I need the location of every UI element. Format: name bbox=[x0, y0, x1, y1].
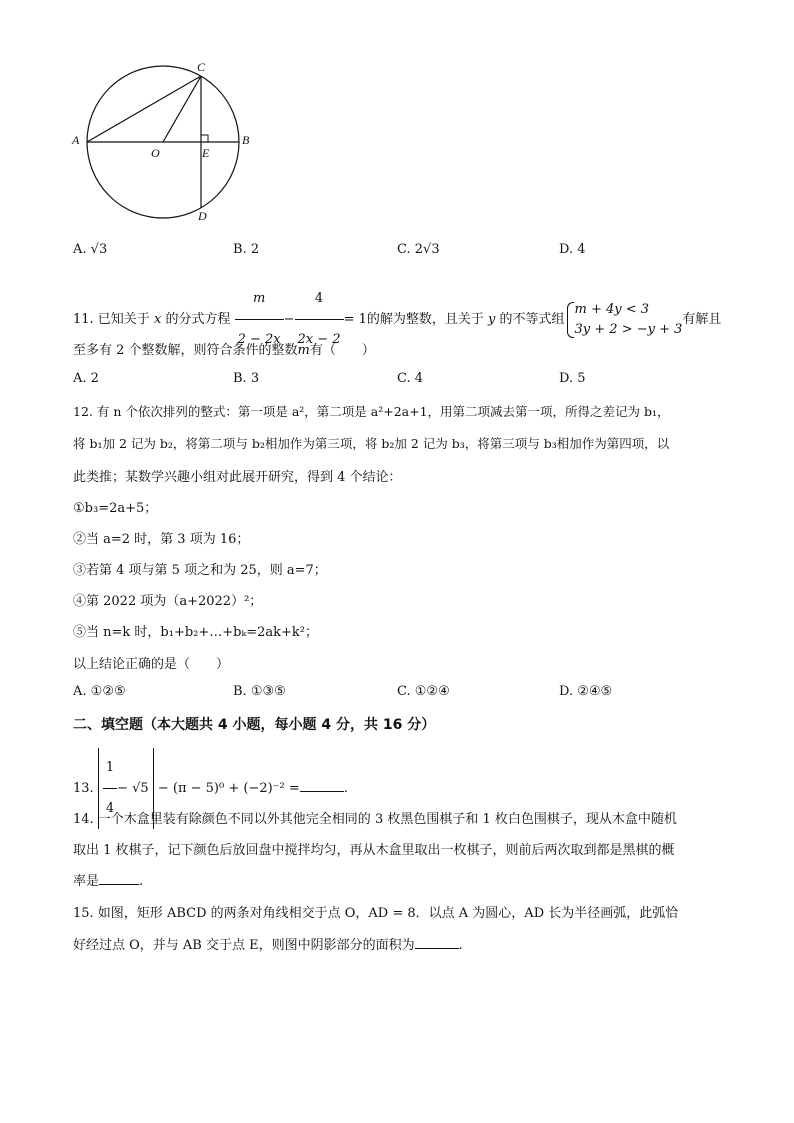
q11-text: 的不等式组 bbox=[499, 312, 565, 327]
minus-sign: − bbox=[283, 312, 295, 327]
option-letter: B. bbox=[233, 684, 247, 699]
section-heading: 二、填空题（本大题共 4 小题，每小题 4 分，共 16 分） bbox=[73, 717, 436, 733]
option-value: ①③⑤ bbox=[250, 684, 286, 699]
q13-number: 13. bbox=[73, 781, 94, 796]
label-o: O bbox=[151, 146, 160, 160]
option-value: 2 bbox=[250, 242, 260, 257]
answer-blank[interactable] bbox=[300, 791, 344, 792]
label-d: D bbox=[198, 209, 207, 223]
label-a: A bbox=[72, 133, 80, 147]
period: . bbox=[343, 781, 348, 796]
frac-num: m bbox=[235, 279, 284, 320]
frac-num: 4 bbox=[295, 279, 344, 320]
frac-den: 4 bbox=[105, 801, 115, 816]
q12-conclusion-3: ③若第 4 项与第 5 项之和为 25，则 a=7； bbox=[73, 563, 327, 578]
q12-conclusion-5: ⑤当 n=k 时，b₁+b₂+…+bₖ=2ak+k²； bbox=[73, 625, 318, 640]
option-value: 2√3 bbox=[414, 242, 440, 257]
option-value: ①②④ bbox=[414, 684, 450, 699]
q10-option-a[interactable] bbox=[73, 242, 107, 257]
answer-blank[interactable] bbox=[415, 948, 459, 949]
option-letter: A. bbox=[73, 371, 87, 386]
q12-line3: 此类推；某数学兴趣小组对此展开研究，得到 4 个结论： bbox=[73, 470, 402, 485]
segment-ac bbox=[87, 76, 201, 142]
option-value: 5 bbox=[577, 371, 586, 386]
q11-option-b[interactable] bbox=[233, 371, 259, 386]
option-value: 4 bbox=[414, 371, 424, 386]
option-letter: C. bbox=[397, 371, 411, 386]
q10-option-b[interactable] bbox=[233, 242, 259, 257]
q12-conclusion-2: ②当 a=2 时，第 3 项为 16； bbox=[73, 532, 250, 547]
q15-text: 好经过点 O，并与 AB 交于点 E，则图中阴影部分的面积为 bbox=[73, 938, 415, 953]
q14-line3 bbox=[73, 870, 143, 889]
q12-option-d[interactable] bbox=[559, 684, 612, 699]
inequality-2: 3y + 2 > −y + 3 bbox=[574, 321, 683, 337]
inequality-system bbox=[565, 300, 683, 340]
option-letter: D. bbox=[559, 371, 574, 386]
option-letter: A. bbox=[73, 242, 87, 257]
label-b: B bbox=[242, 133, 250, 147]
right-angle-mark bbox=[201, 135, 208, 142]
period: . bbox=[139, 874, 144, 889]
option-value: 3 bbox=[250, 371, 260, 386]
q12-option-b[interactable] bbox=[233, 684, 286, 699]
option-letter: D. bbox=[559, 242, 574, 257]
inequality-1: m + 4y < 3 bbox=[574, 301, 650, 317]
option-letter: A. bbox=[73, 684, 87, 699]
label-c: C bbox=[197, 60, 206, 74]
var-x: x bbox=[153, 312, 162, 327]
q12-option-a[interactable] bbox=[73, 684, 126, 699]
q11-text: 有（ ） bbox=[309, 343, 375, 358]
option-value: 2 bbox=[90, 371, 99, 386]
period: . bbox=[458, 938, 463, 953]
option-value: ②④⑤ bbox=[577, 684, 613, 699]
q12-option-c[interactable] bbox=[397, 684, 450, 699]
q13-rest: − (π − 5)⁰ + (−2)⁻² = bbox=[157, 781, 300, 796]
var-m: m bbox=[297, 343, 310, 358]
q10-option-c[interactable] bbox=[397, 242, 440, 257]
q12-line1: 12. 有 n 个依次排列的整式：第一项是 a²，第二项是 a²+2a+1，用第二项减去第一项，所得之差记为 b₁， bbox=[73, 404, 670, 419]
q11-text: 的解为整数，且关于 bbox=[366, 312, 484, 327]
q11-prefix: 11. 已知关于 bbox=[73, 312, 150, 327]
q11-text: 有解且 bbox=[682, 312, 722, 327]
q12-question: 以上结论正确的是（ ） bbox=[73, 657, 230, 672]
abs-rest: − √5 bbox=[117, 781, 149, 796]
option-letter: D. bbox=[559, 684, 574, 699]
q14-text: 率是 bbox=[73, 874, 100, 889]
circle-diagram bbox=[60, 55, 270, 230]
label-e: E bbox=[202, 146, 210, 160]
var-y: y bbox=[488, 312, 496, 327]
q10-option-d[interactable] bbox=[559, 242, 586, 257]
q15-line2 bbox=[73, 934, 463, 953]
q11-line2 bbox=[73, 339, 375, 358]
q11-option-c[interactable] bbox=[397, 371, 423, 386]
q14-line2: 取出 1 枚棋子，记下颜色后放回盘中搅拌均匀，再从木盒里取出一枚棋子，则前后两次取到都是黑棋的概 bbox=[73, 843, 675, 858]
q12-line2: 将 b₁加 2 记为 b₂，将第二项与 b₂相加作为第三项，将 b₂加 2 记为 b₃，将第三项与 b₃相加作为第四项，以 bbox=[73, 436, 670, 451]
frac-den: 2x − 2 bbox=[297, 332, 341, 347]
q11-option-a[interactable] bbox=[73, 371, 99, 386]
q11-text: 的分式方程 bbox=[165, 312, 231, 327]
frac-den: 2 − 2x bbox=[237, 332, 281, 347]
option-letter: B. bbox=[233, 371, 247, 386]
option-letter: C. bbox=[397, 242, 411, 257]
q12-conclusion-4: ④第 2022 项为（a+2022）²； bbox=[73, 594, 263, 609]
q14-line1: 14. 一个木盒里装有除颜色不同以外其他完全相同的 3 枚黑色围棋子和 1 枚白色围棋子，现从木盒中随机 bbox=[73, 812, 677, 827]
option-value: 4 bbox=[577, 242, 586, 257]
option-value: √3 bbox=[90, 242, 108, 257]
eq-rhs: = 1 bbox=[343, 312, 367, 327]
q11-text: 至多有 2 个整数解，则符合条件的整数 bbox=[73, 343, 298, 358]
q12-conclusion-1: ①b₃=2a+5； bbox=[73, 501, 158, 516]
q11-option-d[interactable] bbox=[559, 371, 586, 386]
q15-line1: 15. 如图，矩形 ABCD 的两条对角线相交于点 O，AD = 8．以点 A 为圆心，AD 长为半径画弧，此弧恰 bbox=[73, 906, 679, 921]
segment-oc bbox=[163, 76, 201, 142]
option-value: ①②⑤ bbox=[90, 684, 126, 699]
option-letter: C. bbox=[397, 684, 411, 699]
option-letter: B. bbox=[233, 242, 247, 257]
answer-blank[interactable] bbox=[99, 884, 139, 885]
frac-num: 1 bbox=[103, 748, 117, 789]
